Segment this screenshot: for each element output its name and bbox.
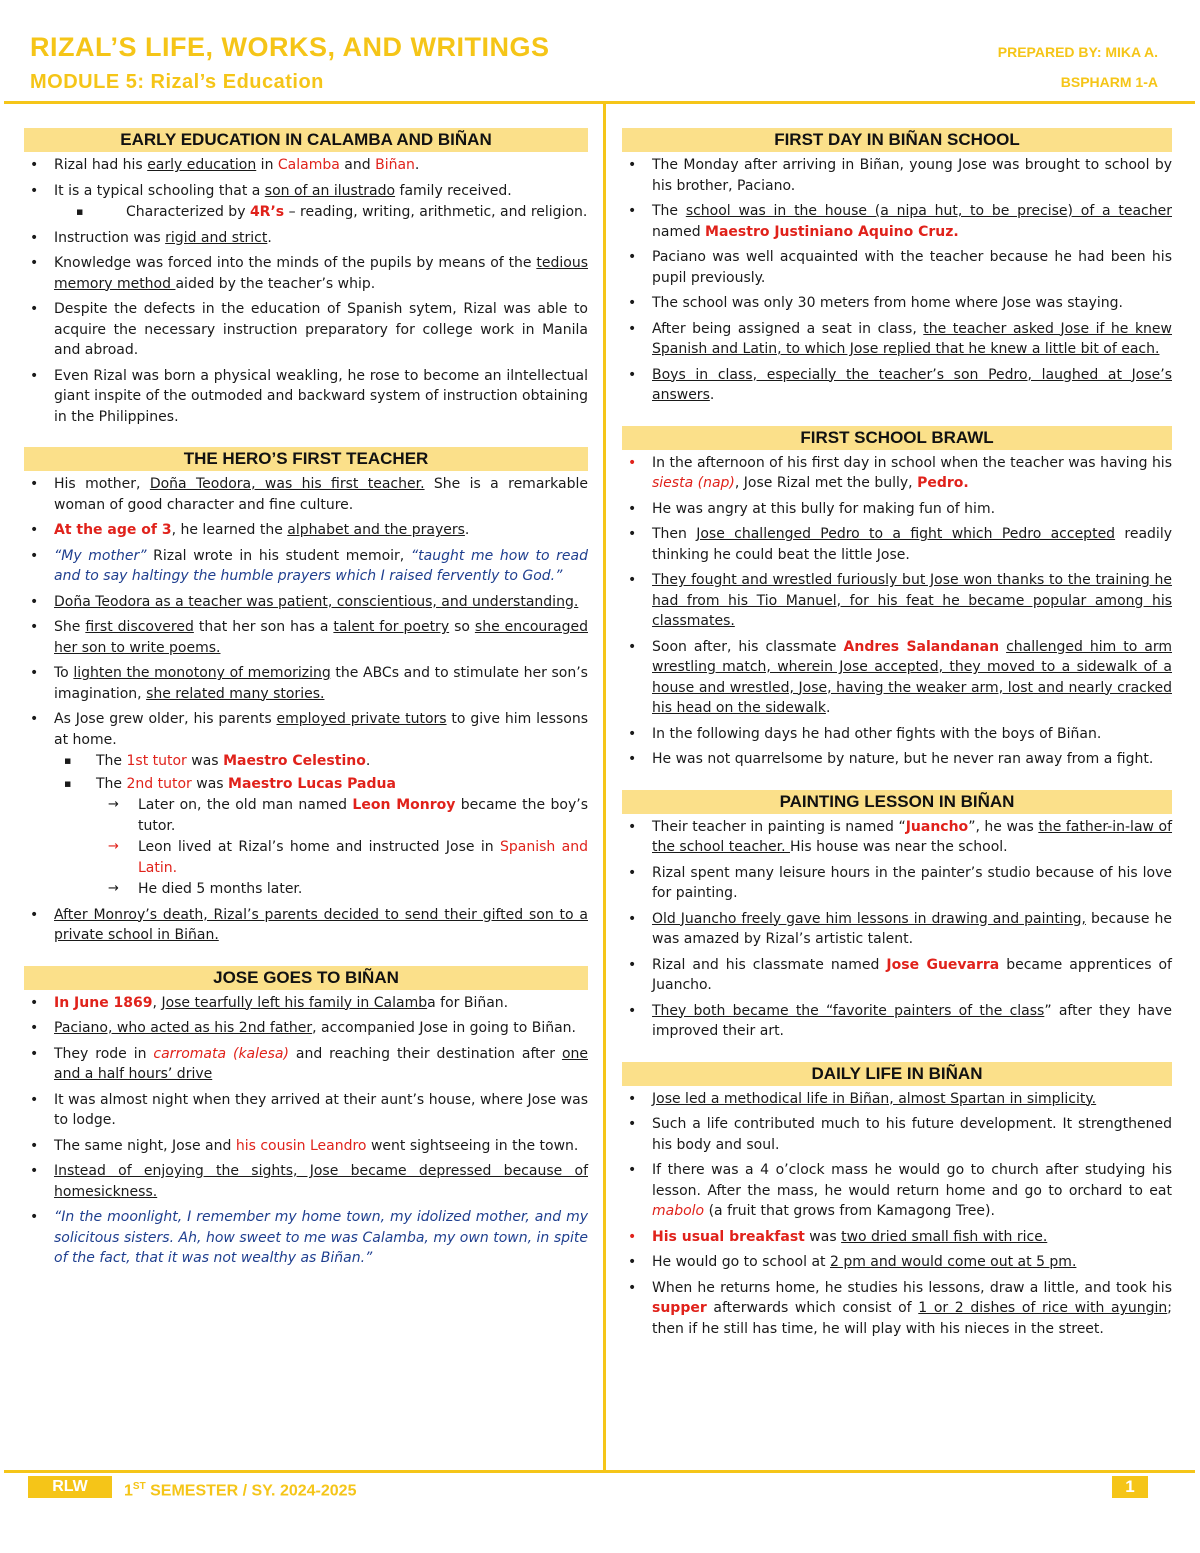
- section-heading: FIRST DAY IN BIÑAN SCHOOL: [622, 128, 1172, 152]
- list-item: • The same night, Jose and his cousin Leandro went sightseeing in the town.: [24, 1136, 588, 1157]
- footer-divider: [4, 1470, 1195, 1473]
- list-item: • He was angry at this bully for making fun of him.: [622, 499, 1172, 520]
- section-early-education: [24, 128, 588, 427]
- header-divider: [4, 101, 1195, 104]
- page-number: 1: [1112, 1476, 1148, 1498]
- list-item: • He would go to school at 2 pm and would come out at 5 pm.: [622, 1252, 1172, 1273]
- list-item: • His mother, Doña Teodora, was his first teacher. She is a remarkable woman of good character and fine culture.: [24, 474, 588, 515]
- list-item: • In June 1869, Jose tearfully left his family in Calamba for Biñan.: [24, 993, 588, 1014]
- sub-list-item: ▪ Characterized by 4R’s – reading, writing, arithmetic, and religion.: [54, 202, 588, 223]
- section-painting-lesson: [622, 790, 1172, 1042]
- list-item: • Even Rizal was born a physical weakling, he rose to become an ilntellectual giant inspite of the outmoded and backward system of instruction obtaining in the Philippines.: [24, 366, 588, 428]
- list-item: • Despite the defects in the education of Spanish sytem, Rizal was able to acquire the necessary instruction preparatory for college work in Manila and abroad.: [24, 299, 588, 361]
- list-item: • After being assigned a seat in class, the teacher asked Jose if he knew Spanish and Latin, to which Jose replied that he knew a little bit of each.: [622, 319, 1172, 360]
- section-heading: EARLY EDUCATION IN CALAMBA AND BIÑAN: [24, 128, 588, 152]
- list-item: • It was almost night when they arrived at their aunt’s house, where Jose was to lodge.: [24, 1090, 588, 1131]
- list-item: • Boys in class, especially the teacher’s son Pedro, laughed at Jose’s answers.: [622, 365, 1172, 406]
- list-item: • Their teacher in painting is named “Juancho”, he was the father-in-law of the school teacher. His house was near the school.: [622, 817, 1172, 858]
- list-item: • Jose led a methodical life in Biñan, almost Spartan in simplicity.: [622, 1089, 1172, 1110]
- list-item: • In the following days he had other fights with the boys of Biñan.: [622, 724, 1172, 745]
- list-item: • When he returns home, he studies his lessons, draw a little, and took his supper afterwards which consist of 1 or 2 dishes of rice with ayungin; then if he still has time, he will play with his nieces in the street.: [622, 1278, 1172, 1340]
- list-item: • Then Jose challenged Pedro to a fight which Pedro accepted readily thinking he could beat the little Jose.: [622, 524, 1172, 565]
- section-heading: JOSE GOES TO BIÑAN: [24, 966, 588, 990]
- module-title: MODULE 5: Rizal’s Education: [30, 71, 324, 93]
- section-first-day: [622, 128, 1172, 406]
- list-item: • Rizal and his classmate named Jose Guevarra became apprentices of Juancho.: [622, 955, 1172, 996]
- list-item: • Soon after, his classmate Andres Salandanan challenged him to arm wrestling match, wherein Jose accepted, they moved to a sidewalk of a house and wrestled, Jose, having the weaker arm, lost and nearly cracked his head on the sidewalk.: [622, 637, 1172, 719]
- list-item: • Knowledge was forced into the minds of the pupils by means of the tedious memory method aided by the teacher’s whip.: [24, 253, 588, 294]
- left-column: [24, 128, 588, 1285]
- section-goes-to-binan: [24, 966, 588, 1269]
- arrow-list-item: → Later on, the old man named Leon Monroy became the boy’s tutor.: [54, 795, 588, 836]
- arrow-list-item: → He died 5 months later.: [54, 879, 588, 900]
- footer-semester: 1ST SEMESTER / SY. 2024-2025: [124, 1481, 357, 1500]
- column-divider: [603, 104, 606, 1472]
- section-heading: DAILY LIFE IN BIÑAN: [622, 1062, 1172, 1086]
- list-item: • The Monday after arriving in Biñan, young Jose was brought to school by his brother, Paciano.: [622, 155, 1172, 196]
- sub-list-item: ▪ The 1st tutor was Maestro Celestino.: [54, 751, 588, 772]
- arrow-list-item: → Leon lived at Rizal’s home and instructed Jose in Spanish and Latin.: [54, 837, 588, 878]
- list-item: • To lighten the monotony of memorizing the ABCs and to stimulate her son’s imagination, she related many stories.: [24, 663, 588, 704]
- list-item: • Doña Teodora as a teacher was patient, conscientious, and understanding.: [24, 592, 588, 613]
- document-title: RIZAL’S LIFE, WORKS, AND WRITINGS: [30, 32, 550, 62]
- list-item: • The school was in the house (a nipa hut, to be precise) of a teacher named Maestro Justiniano Aquino Cruz.: [622, 201, 1172, 242]
- list-item: • After Monroy’s death, Rizal’s parents decided to send their gifted son to a private school in Biñan.: [24, 905, 588, 946]
- course-label: BSPHARM 1-A: [1060, 74, 1158, 90]
- list-item: • His usual breakfast was two dried small fish with rice.: [622, 1227, 1172, 1248]
- list-item: • Paciano was well acquainted with the teacher because he had been his pupil previously.: [622, 247, 1172, 288]
- list-item: • They both became the “favorite painters of the class” after they have improved their art.: [622, 1001, 1172, 1042]
- list-item: • “My mother” Rizal wrote in his student memoir, “taught me how to read and to say haltingy the humble prayers which I raised fervently to God.”: [24, 546, 588, 587]
- prepared-by: PREPARED BY: MIKA A.: [997, 44, 1158, 60]
- section-first-teacher: [24, 447, 588, 946]
- list-item: • If there was a 4 o’clock mass he would go to church after studying his lesson. After the mass, he would return home and go to orchard to eat mabolo (a fruit that grows from Kamagong Tree).: [622, 1160, 1172, 1222]
- list-item: • Rizal had his early education in Calamba and Biñan.: [24, 155, 588, 176]
- list-item: • At the age of 3, he learned the alphabet and the prayers.: [24, 520, 588, 541]
- right-column: [622, 128, 1172, 1355]
- list-item: • He was not quarrelsome by nature, but he never ran away from a fight.: [622, 749, 1172, 770]
- list-item: • As Jose grew older, his parents employed private tutors to give him lessons at home. ▪ The 1st tutor was Maestro Celestino. ▪ The 2nd tutor was Maestro Lucas Padua → Later on, the old man named Leon Monroy became the boy’s tutor. → Leon lived at Rizal’s home and instructed Jose in Spanish and Latin. → He died 5 months later.: [24, 709, 588, 900]
- sub-list-item: ▪ The 2nd tutor was Maestro Lucas Padua → Later on, the old man named Leon Monroy became the boy’s tutor. → Leon lived at Rizal’s home and instructed Jose in Spanish and Latin. → He died 5 months later.: [54, 774, 588, 900]
- list-item: • Instead of enjoying the sights, Jose became depressed because of homesickness.: [24, 1161, 588, 1202]
- list-item: • Instruction was rigid and strict.: [24, 228, 588, 249]
- list-item: • Paciano, who acted as his 2nd father, accompanied Jose in going to Biñan.: [24, 1018, 588, 1039]
- section-school-brawl: [622, 426, 1172, 770]
- list-item: • She first discovered that her son has a talent for poetry so she encouraged her son to write poems.: [24, 617, 588, 658]
- footer-course-code: RLW: [28, 1476, 112, 1498]
- list-item: • Rizal spent many leisure hours in the painter’s studio because of his love for painting.: [622, 863, 1172, 904]
- section-daily-life: [622, 1062, 1172, 1340]
- section-heading: FIRST SCHOOL BRAWL: [622, 426, 1172, 450]
- list-item: • Such a life contributed much to his future development. It strengthened his body and soul.: [622, 1114, 1172, 1155]
- page-header: [0, 0, 1200, 110]
- list-item: • “In the moonlight, I remember my home town, my idolized mother, and my solicitous sisters. Ah, how sweet to me was Calamba, my own town, in spite of the fact, that it was not wealthy as Biñan.”: [24, 1207, 588, 1269]
- list-item: • They fought and wrestled furiously but Jose won thanks to the training he had from his Tio Manuel, for his feat he became popular among his classmates.: [622, 570, 1172, 632]
- section-heading: THE HERO’S FIRST TEACHER: [24, 447, 588, 471]
- list-item: • It is a typical schooling that a son of an ilustrado family received. ▪ Characterized by 4R’s – reading, writing, arithmetic, and religion.: [24, 181, 588, 223]
- section-heading: PAINTING LESSON IN BIÑAN: [622, 790, 1172, 814]
- list-item: • In the afternoon of his first day in school when the teacher was having his siesta (nap), Jose Rizal met the bully, Pedro.: [622, 453, 1172, 494]
- list-item: • Old Juancho freely gave him lessons in drawing and painting, because he was amazed by Rizal’s artistic talent.: [622, 909, 1172, 950]
- list-item: • The school was only 30 meters from home where Jose was staying.: [622, 293, 1172, 314]
- list-item: • They rode in carromata (kalesa) and reaching their destination after one and a half hours’ drive: [24, 1044, 588, 1085]
